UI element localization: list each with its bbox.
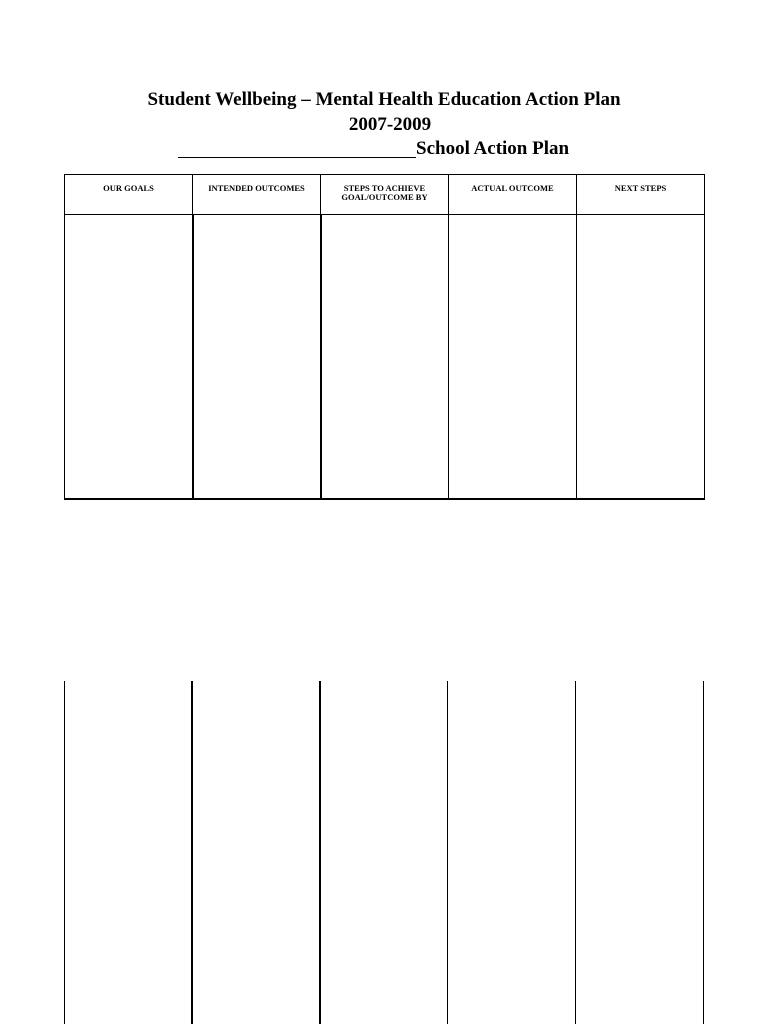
school-name-blank[interactable] (178, 157, 416, 158)
column-divider (575, 681, 576, 1024)
cell-next-steps[interactable] (577, 215, 705, 500)
column-divider (191, 681, 193, 1024)
column-divider (703, 681, 704, 1024)
header-intended-outcomes: INTENDED OUTCOMES (193, 175, 321, 215)
header-next-steps: NEXT STEPS (577, 175, 705, 215)
cell-our-goals[interactable] (65, 215, 193, 500)
column-divider (64, 681, 65, 1024)
header-actual-outcome: ACTUAL OUTCOME (449, 175, 577, 215)
table-header-row (65, 175, 705, 215)
cell-steps-to-achieve[interactable] (321, 215, 449, 500)
header-our-goals: OUR GOALS (65, 175, 193, 215)
column-divider (447, 681, 448, 1024)
document-years: 2007-2009 (348, 114, 432, 135)
document-title: Student Wellbeing – Mental Health Education Action Plan (147, 89, 621, 110)
cell-actual-outcome[interactable] (449, 215, 577, 500)
school-name-line (178, 137, 569, 161)
continuation-table-columns (64, 681, 704, 1024)
column-divider (319, 681, 321, 1024)
cell-intended-outcomes[interactable] (193, 215, 321, 500)
action-plan-table (64, 174, 705, 500)
header-steps-to-achieve: STEPS TO ACHIEVE GOAL/OUTCOME BY (321, 175, 449, 215)
school-action-plan-label: School Action Plan (416, 138, 570, 159)
table-row (65, 215, 705, 500)
